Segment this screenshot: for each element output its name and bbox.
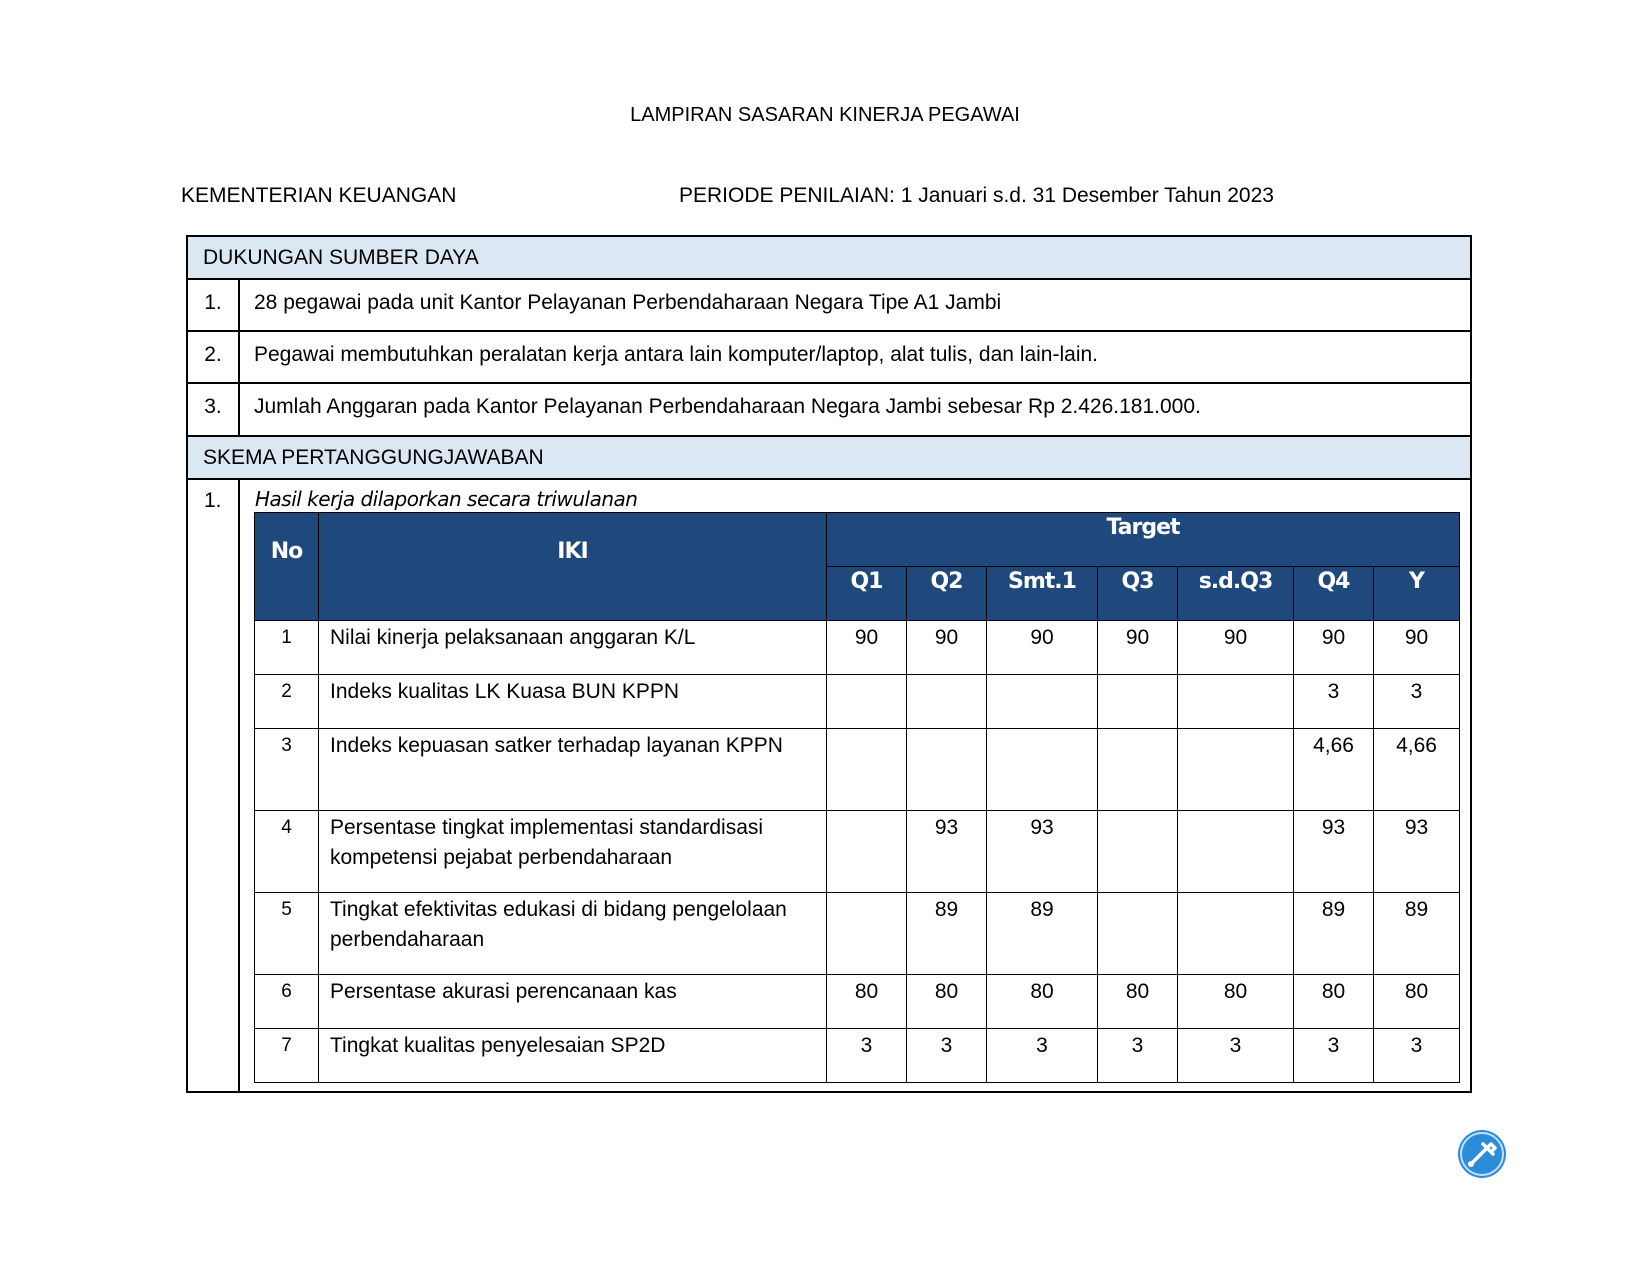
value-q2: 89 [907,893,987,975]
row-no: 1 [255,621,319,675]
value-smt1 [987,675,1098,729]
value-y: 4,66 [1374,729,1460,811]
value-smt1: 89 [987,893,1098,975]
skema-item-note: Hasil kerja dilaporkan secara triwulanan [255,487,638,511]
value-q4: 89 [1294,893,1374,975]
value-q2 [907,729,987,811]
value-sdq3 [1178,811,1294,893]
skema-item-number: 1. [204,489,222,512]
row-iki-name: Tingkat kualitas penyelesaian SP2D [319,1029,827,1083]
value-sdq3 [1178,729,1294,811]
dukungan-item-text: Jumlah Anggaran pada Kantor Pelayanan Perbendaharaan Negara Jambi sebesar Rp 2.426.181.000. [254,395,1201,418]
value-q1: 90 [827,621,907,675]
row-iki-name: Persentase tingkat implementasi standardisasi kompetensi pejabat perbendaharaan [319,811,827,893]
value-sdq3: 3 [1178,1029,1294,1083]
header-target: Target [827,513,1460,567]
table-row [255,675,1460,729]
value-y: 3 [1374,675,1460,729]
row-iki-name: Tingkat efektivitas edukasi di bidang pengelolaan perbendaharaan [319,893,827,975]
header-period-y: Y [1374,567,1460,621]
table-row [255,975,1460,1029]
row-no: 7 [255,1029,319,1083]
header-iki: IKI [319,513,827,621]
value-q2: 80 [907,975,987,1029]
value-q2: 3 [907,1029,987,1083]
value-q1: 80 [827,975,907,1029]
row-iki-name: Persentase akurasi perencanaan kas [319,975,827,1029]
value-q4: 3 [1294,675,1374,729]
value-q2 [907,675,987,729]
organization-name: KEMENTERIAN KEUANGAN [181,184,457,207]
dukungan-item [188,280,1470,332]
value-q3 [1098,729,1178,811]
dukungan-item-text: Pegawai membutuhkan peralatan kerja antara lain komputer/laptop, alat tulis, dan lain-lain. [254,343,1098,366]
value-q3: 3 [1098,1029,1178,1083]
value-y: 93 [1374,811,1460,893]
row-iki-name: Nilai kinerja pelaksanaan anggaran K/L [319,621,827,675]
value-q1 [827,811,907,893]
iki-target-table [254,512,1460,1083]
row-no: 5 [255,893,319,975]
dukungan-item [188,332,1470,384]
dukungan-item-number: 3. [188,384,240,435]
skema-number-column [188,480,240,1093]
value-y: 89 [1374,893,1460,975]
value-q1: 3 [827,1029,907,1083]
table-row [255,621,1460,675]
value-q2: 90 [907,621,987,675]
value-q3: 80 [1098,975,1178,1029]
dukungan-item-text: 28 pegawai pada unit Kantor Pelayanan Perbendaharaan Negara Tipe A1 Jambi [254,291,1002,314]
tool-badge-icon[interactable] [1457,1129,1507,1179]
table-row [255,729,1460,811]
header-period-q4: Q4 [1294,567,1374,621]
value-smt1: 3 [987,1029,1098,1083]
dukungan-item [188,384,1470,435]
row-no: 3 [255,729,319,811]
value-q1 [827,893,907,975]
value-q1 [827,729,907,811]
value-sdq3: 80 [1178,975,1294,1029]
value-q4: 90 [1294,621,1374,675]
header-period-sdq3: s.d.Q3 [1178,567,1294,621]
row-no: 4 [255,811,319,893]
value-q3 [1098,811,1178,893]
header-period-smt1: Smt.1 [987,567,1098,621]
row-iki-name: Indeks kualitas LK Kuasa BUN KPPN [319,675,827,729]
table-row [255,893,1460,975]
dukungan-heading: DUKUNGAN SUMBER DAYA [188,237,1470,280]
value-q1 [827,675,907,729]
value-y: 90 [1374,621,1460,675]
header-period-q1: Q1 [827,567,907,621]
row-iki-name: Indeks kepuasan satker terhadap layanan KPPN [319,729,827,811]
row-no: 2 [255,675,319,729]
value-q4: 93 [1294,811,1374,893]
value-smt1: 90 [987,621,1098,675]
value-smt1: 80 [987,975,1098,1029]
value-smt1: 93 [987,811,1098,893]
skema-heading: SKEMA PERTANGGUNGJAWABAN [188,435,1470,480]
value-y: 3 [1374,1029,1460,1083]
assessment-period: PERIODE PENILAIAN: 1 Januari s.d. 31 Desember Tahun 2023 [679,184,1274,207]
value-q4: 4,66 [1294,729,1374,811]
header-no: No [255,513,319,621]
value-smt1 [987,729,1098,811]
value-q4: 3 [1294,1029,1374,1083]
dukungan-item-number: 1. [188,280,240,330]
value-q3: 90 [1098,621,1178,675]
value-sdq3 [1178,675,1294,729]
table-row [255,1029,1460,1083]
value-q3 [1098,893,1178,975]
row-no: 6 [255,975,319,1029]
header-period-q3: Q3 [1098,567,1178,621]
value-q3 [1098,675,1178,729]
document-title: LAMPIRAN SASARAN KINERJA PEGAWAI [630,104,1020,126]
value-q4: 80 [1294,975,1374,1029]
table-row [255,811,1460,893]
header-period-q2: Q2 [907,567,987,621]
dukungan-item-number: 2. [188,332,240,382]
value-sdq3: 90 [1178,621,1294,675]
value-sdq3 [1178,893,1294,975]
value-y: 80 [1374,975,1460,1029]
value-q2: 93 [907,811,987,893]
